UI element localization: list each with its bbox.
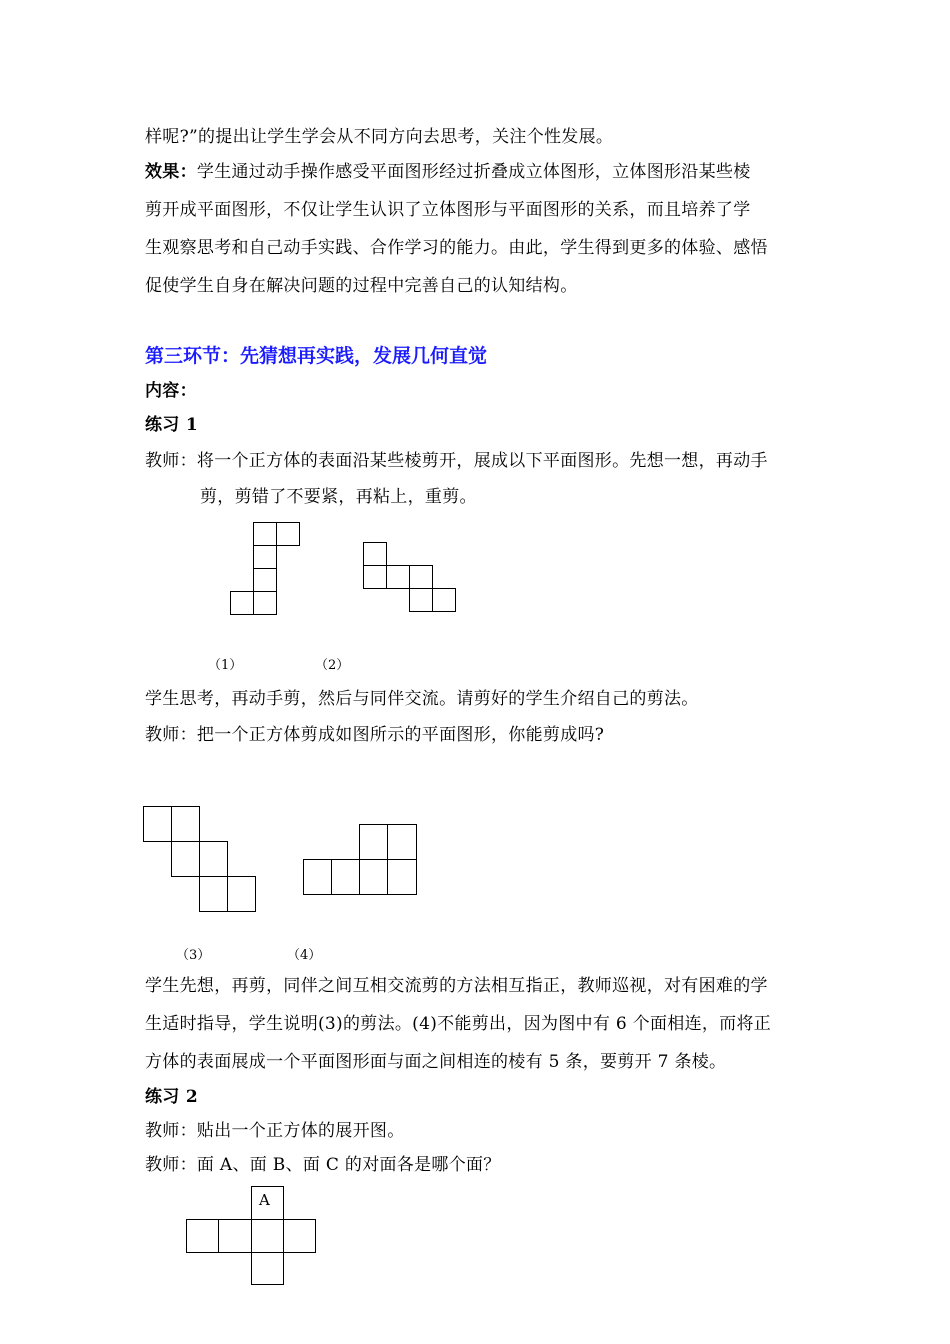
content-label: 内容： — [145, 381, 197, 401]
section-heading: 第三环节：先猜想再实践，发展几何直觉 — [145, 345, 488, 367]
text-line: 剪开成平面图形，不仅让学生认识了立体图形与平面图形的关系，而且培养了学 — [145, 200, 751, 220]
text-line: 促使学生自身在解决问题的过程中完善自己的认知结构。 — [145, 276, 578, 296]
net-square — [432, 588, 456, 612]
net-square — [253, 568, 277, 592]
figure-caption: （3） — [176, 948, 211, 963]
text-line: 教师：把一个正方体剪成如图所示的平面图形，你能剪成吗? — [145, 725, 605, 745]
effect-paragraph-line — [145, 161, 825, 183]
text-line: 剪，剪错了不要紧，再粘上，重剪。 — [200, 487, 477, 507]
net-square — [253, 522, 277, 546]
text-line: 学生先想，再剪，同伴之间互相交流剪的方法相互指正，教师巡视，对有困难的学 — [145, 976, 768, 996]
net-square — [386, 565, 410, 589]
exercise-2-label: 练习 2 — [145, 1087, 198, 1107]
exercise-1-label: 练习 1 — [145, 415, 198, 435]
figure-caption: （1） — [208, 658, 243, 673]
text-line: 学生思考，再动手剪，然后与同伴交流。请剪好的学生介绍自己的剪法。 — [145, 689, 699, 709]
net-square — [199, 841, 228, 877]
text-line: 教师：将一个正方体的表面沿某些棱剪开，展成以下平面图形。先想一想，再动手 — [145, 451, 768, 471]
net-square — [409, 565, 433, 589]
net-square — [171, 841, 200, 877]
text-line: 样呢?”的提出让学生学会从不同方向去思考，关注个性发展。 — [145, 127, 614, 147]
figure-caption: （2） — [315, 658, 350, 673]
net-square — [143, 806, 172, 842]
text-line: 教师：面 A、面 B、面 C 的对面各是哪个面？ — [145, 1155, 501, 1175]
net-square — [303, 859, 332, 895]
face-a-label: A — [259, 1191, 270, 1209]
net-square — [253, 545, 277, 569]
net-square — [230, 591, 254, 615]
text-line: 生观察思考和自己动手实践、合作学习的能力。由此，学生得到更多的体验、感悟 — [145, 238, 768, 258]
net-square — [359, 824, 388, 860]
net-square — [331, 859, 360, 895]
net-square — [363, 565, 387, 589]
net-square — [186, 1219, 219, 1253]
text-line: 方体的表面展成一个平面图形面与面之间相连的棱有 5 条，要剪开 7 条棱。 — [145, 1052, 727, 1072]
net-square — [387, 859, 417, 895]
figure-caption: （4） — [287, 948, 322, 963]
effect-label: 效果： — [145, 162, 197, 182]
net-square — [251, 1252, 284, 1285]
net-square — [227, 876, 256, 912]
net-square — [359, 859, 388, 895]
net-square — [276, 522, 300, 546]
text-line: 生适时指导，学生说明(3)的剪法。(4)不能剪出，因为图中有 6 个面相连，而将正 — [145, 1014, 772, 1034]
net-square-face-a — [251, 1186, 284, 1220]
effect-text: 学生通过动手操作感受平面图形经过折叠成立体图形，立体图形沿某些棱 — [196, 162, 751, 182]
net-square — [218, 1219, 252, 1253]
net-square — [253, 591, 277, 615]
net-square — [171, 806, 200, 842]
net-square — [409, 588, 433, 612]
net-square — [387, 824, 417, 860]
net-square — [199, 876, 228, 912]
text-line: 教师：贴出一个正方体的展开图。 — [145, 1121, 405, 1141]
net-square — [283, 1219, 316, 1253]
net-square — [251, 1219, 284, 1253]
net-square — [363, 542, 387, 566]
